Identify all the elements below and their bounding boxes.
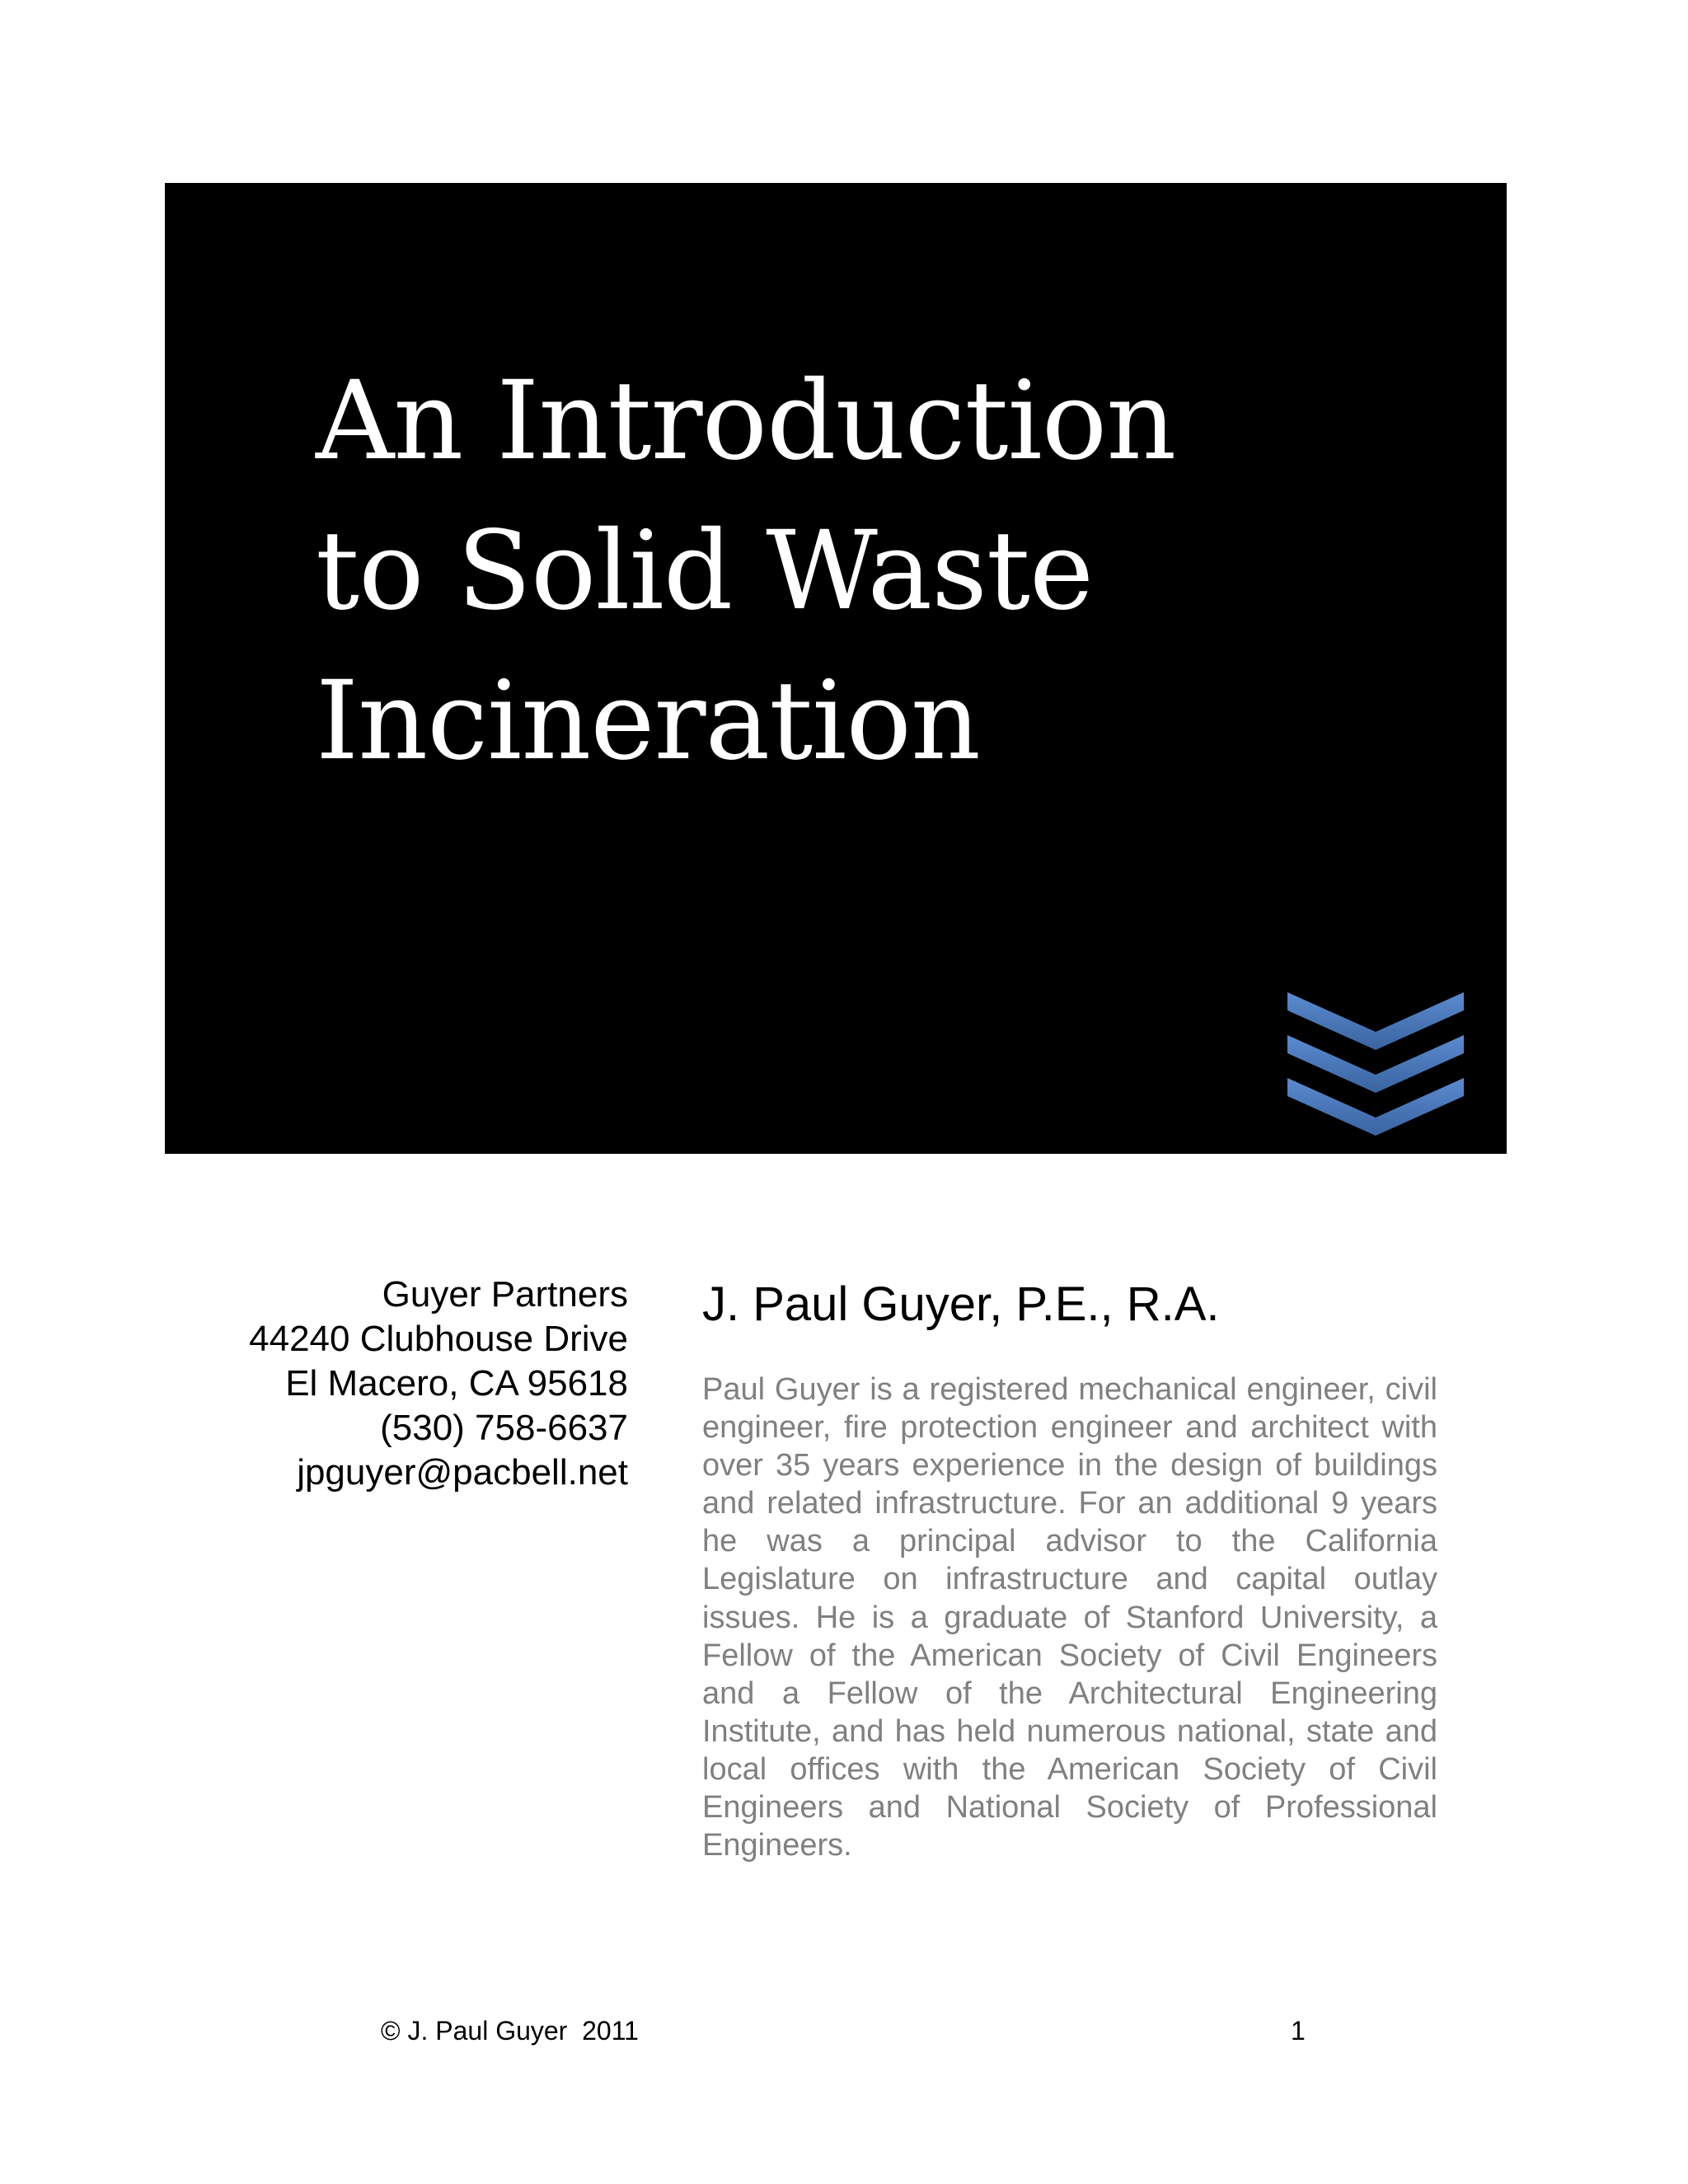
cover-panel (165, 183, 1507, 1154)
cover-title-line-1: An Introduction (316, 358, 1176, 485)
company-name: Guyer Partners (382, 1274, 628, 1315)
city-state-zip: El Macero, CA 95618 (285, 1363, 628, 1404)
triple-chevron-down-icon (1287, 992, 1464, 1137)
phone-number: (530) 758-6637 (380, 1408, 628, 1448)
street-address: 44240 Clubhouse Drive (249, 1319, 628, 1359)
cover-title-line-2: to Solid Waste (316, 508, 1094, 635)
page-number: 1 (1291, 2016, 1306, 2046)
author-name: J. Paul Guyer, P.E., R.A. (702, 1277, 1220, 1331)
cover-title-line-3: Incineration (316, 658, 980, 785)
footer-copyright: © J. Paul Guyer 2011 (381, 2016, 639, 2046)
cover-title (316, 346, 1175, 796)
author-bio: Paul Guyer is a registered mechanical engineer, civil engineer, fire protection engineer and architect with over 35 years experience in the design of buildings and related infrastructure. For an additional 9 years he was a principal advisor to the California Legislature on infrastructure and capital outlay issues. He is a graduate of Stanford University, a Fellow of the American Society of Civil Engineers and a Fellow of the Architectural Engineering Institute, and has held numerous national, state and local offices with the American Society of Civil Engineers and National Society of Professional Engineers. (702, 1372, 1437, 1863)
contact-block (148, 1272, 628, 1495)
chevron-1 (1287, 992, 1464, 1050)
email-address: jpguyer@pacbell.net (297, 1452, 628, 1493)
